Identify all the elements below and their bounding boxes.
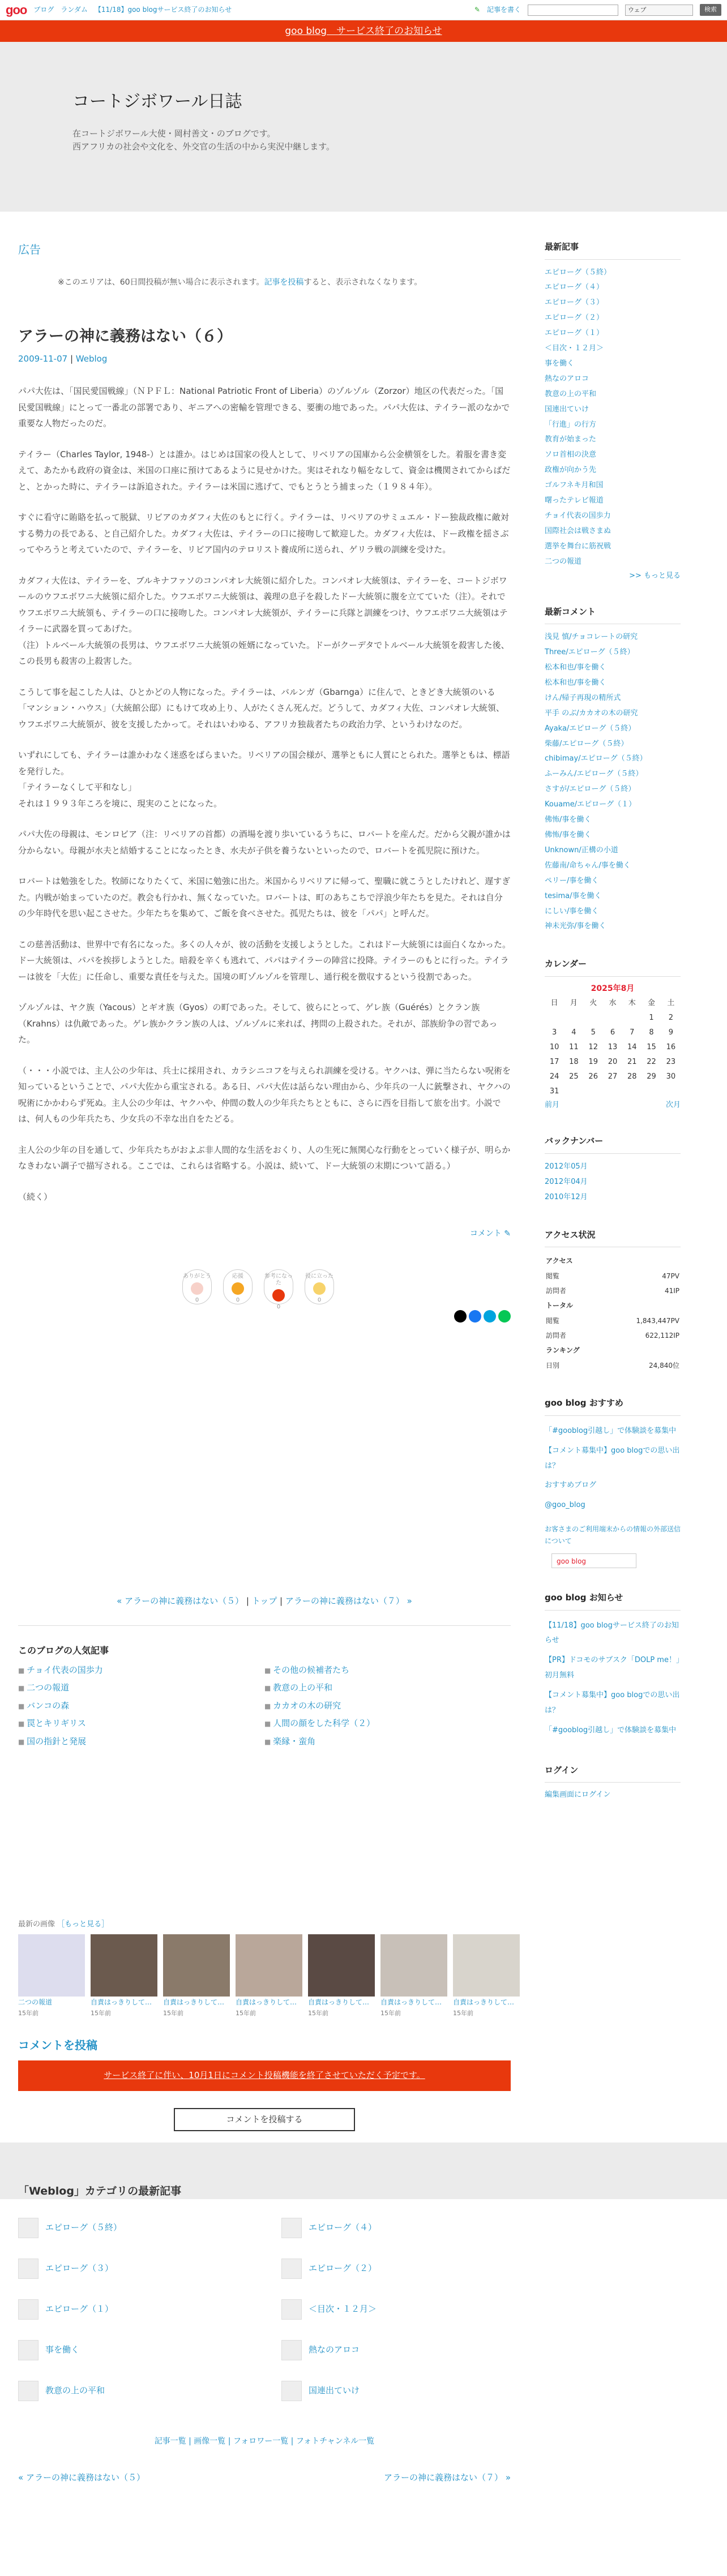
popular-item[interactable]: ■ カカオの木の研究 xyxy=(264,1699,511,1714)
share-buttons xyxy=(18,1310,511,1323)
recommend-item[interactable]: 【コメント募集中】goo blogでの思い出は？ xyxy=(545,1446,680,1470)
post-title[interactable]: アラーの神に義務はない（６） xyxy=(18,327,232,345)
popular-item[interactable]: ■ 人間の顔をした科学（２） xyxy=(264,1716,511,1731)
image-thumb[interactable]: 自責はっきりして… 15年前 xyxy=(308,1934,375,2019)
comment-form-title: コメントを投稿 xyxy=(18,2038,97,2053)
topbar-link-blog[interactable]: ブログ xyxy=(33,6,54,14)
access-table: アクセス 閲覧 47PV 訪問者 41IP トータル 閲覧 1,843,447PV 訪問者 622,112IP ランキング 日別 24,840位 xyxy=(546,1257,679,1369)
popular-item[interactable]: ■ 罠とキリギリス xyxy=(18,1716,264,1731)
popular-title: このブログの人気記事 xyxy=(18,1645,109,1656)
popular-item[interactable]: ■ 国の指針と発展 xyxy=(18,1734,264,1749)
calendar-prev[interactable]: 前月 xyxy=(545,1101,560,1110)
image-thumb[interactable]: 自責はっきりして… 15年前 xyxy=(91,1934,157,2019)
post-paragraph: こうして事を起こした人は、ひとかどの人物になった。テイラーは、バルンガ（Gbarnga）に住んで、ときどき大統領のいる「マンション・ハウス」（大統館公邸）にもけて攻め上り、人がたくさん死んだ。どうして、カダフィ大佐、コンパオレ大統領、ウフエボワニ大統領が、彼を支援したかって。それはいわゆる、アフリカ独裁者たちの政治力学、というわけなのだ。 xyxy=(18,686,504,729)
post-continued: （続く） xyxy=(18,1191,53,1202)
recent-more-link[interactable]: >> もっと見る xyxy=(629,571,681,580)
popular-item[interactable]: ■ 二つの報道 xyxy=(18,1681,264,1695)
top-link[interactable]: トップ xyxy=(251,1595,277,1606)
blog-header xyxy=(0,42,727,212)
post-paragraph: ゾルゾルは、ヤク族（Yacous）とギオ族（Gyos）の町であった。そして、彼らにとって、ゲレ族（Guérés）とクラン族（Krahns）は仇敵であった。ゲレ族かクラン族の人は、ゾルゾルに来れば、拷問の上殺された。それが、部族紛争の習であった。 xyxy=(18,1002,498,1045)
useful-icon xyxy=(313,1282,326,1295)
blog-desc-2: 西アフリカの社会や文化を、外交官の生活の中から実況中継します。 xyxy=(72,141,335,152)
news-title: goo blog お知らせ xyxy=(545,1591,681,1611)
recent-post-item[interactable]: ゴルフネキ月和国 xyxy=(545,481,604,490)
pen-icon: ✎ xyxy=(474,6,480,14)
sidebar xyxy=(545,240,681,2131)
recent-posts xyxy=(545,240,681,582)
popular-item[interactable]: ■ バンコの森 xyxy=(18,1699,264,1714)
helpful-icon xyxy=(272,1289,285,1302)
write-post-link[interactable]: 記事を書く xyxy=(486,6,521,14)
recent-post-item[interactable]: 事を働く xyxy=(545,359,575,368)
comment-item[interactable]: にしい/事を働く xyxy=(545,907,599,916)
comment-item[interactable]: 柴藤/エピローグ（５終） xyxy=(545,739,628,748)
recent-posts-title: 最新記事 xyxy=(545,240,681,260)
post-paragraph: パパ大佐は、「国民愛国戦線」（ＮＰＦＬ：National Patriotic Front of Liberia）のゾルゾル（Zorzor）地区の代表だった。「国民愛国戦線」にとって一番北の部署であり、ギニアへの密輸を管理できる、要衝の地であった。パパ大佐は、テイラー派のなかで重要な人物だったのだ。 xyxy=(18,386,510,429)
category-item[interactable]: エピローグ（５終） xyxy=(18,2218,247,2238)
reactions xyxy=(182,1269,511,1310)
recent-post-item[interactable]: 曙ったテレビ報道 xyxy=(545,496,604,505)
recent-comments-title: 最新コメント xyxy=(545,605,681,625)
cheer-icon xyxy=(232,1282,244,1295)
comment-item[interactable]: Kouame/エピローグ（１） xyxy=(545,800,636,809)
access-stats xyxy=(545,1228,681,1374)
recent-post-item[interactable]: 選挙を舞台に筋祝戦 xyxy=(545,542,611,551)
image-thumb[interactable]: 自責はっきりして… 15年前 xyxy=(236,1934,302,2019)
comment-item[interactable]: chibimay/エピローグ（５終） xyxy=(545,754,647,763)
image-thumb[interactable]: 自責はっきりして… 15年前 xyxy=(453,1934,520,2019)
footer-nav xyxy=(18,2471,511,2485)
prev-post-link[interactable]: « アラーの神に義務はない（５） xyxy=(117,1595,244,1606)
calendar-month: 2025年8月 xyxy=(591,984,635,993)
post-thumb-icon xyxy=(281,2259,302,2279)
popular-item[interactable]: ■ その他の候補者たち xyxy=(264,1663,511,1678)
recent-post-item[interactable]: 二つの報道 xyxy=(545,557,582,566)
goo-recommend xyxy=(545,1396,681,1568)
category-item[interactable]: 教意の上の平和 xyxy=(18,2381,247,2401)
goo-news xyxy=(545,1591,681,1741)
recent-post-item[interactable]: 教育が始まった xyxy=(545,435,597,444)
reaction-cheer[interactable]: 応援 0 xyxy=(223,1269,253,1304)
recent-post-item[interactable]: エピローグ（５終） xyxy=(545,268,611,277)
category-latest xyxy=(18,2182,511,2401)
post-thumb-icon xyxy=(18,2259,39,2279)
post-paragraph: カダフィ大佐は、テイラーを、ブルキナファソのコンパオレ大統領に紹介した。コンパオレ大統領は、テイラーを、コートジボワールのウフエボワニ大統領に紹介した。ウフエボワニ大統領は、義理の息子を殺したドー大統領に腹を立てていた（注）。それでウフエボワニ大統領も、テイラーの口に接吻した。コンパオレ大統領が、テイラーに兵隊と訓練をつけ、ウフエボワニ大統領はテイラーに武器を買ってあげた。 （注）トルベール大統領の長男は、ウフエボワニ大統領の姪婿になっていた。ドーがクーデタでトルベール大統領を殺害した後、この長男も殺害の上殺害した。 xyxy=(18,575,510,667)
post-paragraph: すぐに看守に賄賂を払って脱獄、リビアのカダフィ大佐のもとに行く。テイラーは、リベリアのサミュエル・ドー独裁政権に敵対する勢力の長である、と自己紹介した。カダフィ大佐は、テイラーの口に接吻して歓迎した。カダフィ大佐は、ドー政権を揺さぶってやろうと考えていたので、テイラーを、リビア国内のテロリスト養成所に送られ、ゲリラ戦の訓練を受けた。 xyxy=(18,512,509,555)
image-row xyxy=(18,1934,515,2019)
footer-next-link[interactable]: アラーの神に義務はない（７） » xyxy=(384,2472,511,2483)
post-paragraph: パパ大佐の母親は、モンロビア（注：リベリアの首都）の酒場を渡り歩いているうちに、ロバートを産んだ。だから父親が誰かは分からない。母親が水夫と結婚することになったとき、水夫が子供を養うないといったので、ロバートを孤児院に預けた。 xyxy=(18,829,511,856)
backnumber-item[interactable]: 2010年12月 xyxy=(545,1192,588,1201)
recent-post-item[interactable]: 「行進」の行方 xyxy=(545,420,597,429)
recent-post-item[interactable]: 国連出ていけ xyxy=(545,405,589,414)
post-body xyxy=(18,383,511,1205)
post-thumb-icon xyxy=(18,2340,39,2360)
comment-item[interactable]: tesima/事を働く xyxy=(545,891,602,900)
blog-title[interactable]: コートジボワール日誌 xyxy=(72,92,242,111)
image-thumb[interactable]: 二つの報道 15年前 xyxy=(18,1934,85,2019)
comment-item[interactable]: 平手 のぶ/カカオの木の研究 xyxy=(545,709,638,718)
news-item[interactable]: 【11/18】goo blogサービス終了のお知らせ xyxy=(545,1621,679,1645)
category-item[interactable]: エピローグ（２） xyxy=(281,2259,511,2279)
recent-post-item[interactable]: 政権が向かう先 xyxy=(545,466,597,475)
category-item[interactable]: 国連出ていけ xyxy=(281,2381,511,2401)
post-date[interactable]: 2009-11-07 xyxy=(18,353,68,364)
recent-images-title: 最新の画像 xyxy=(18,1920,55,1929)
next-post-link[interactable]: アラーの神に義務はない（７） » xyxy=(285,1595,412,1606)
comment-item[interactable]: Unknown/正構の小道 xyxy=(545,845,618,855)
backnumber-item[interactable]: 2012年05月 xyxy=(545,1162,588,1171)
news-item[interactable]: 【PR】ドコモのサブスク「DOLP me！」初月無料 xyxy=(545,1656,680,1680)
post-category[interactable]: Weblog xyxy=(75,353,108,364)
recent-post-item[interactable]: エピローグ（３） xyxy=(545,298,604,307)
post-thumb-icon xyxy=(281,2340,302,2360)
comment-item[interactable]: ペリー/事を働く xyxy=(545,876,599,885)
login-link[interactable]: 編集画面にログイン xyxy=(545,1791,611,1800)
image-thumb[interactable]: 自責はっきりして… 15年前 xyxy=(163,1934,230,2019)
recent-post-item[interactable]: エピローグ（２） xyxy=(545,314,604,323)
service-end-banner[interactable]: goo blog サービス終了のお知らせ xyxy=(0,20,727,42)
recent-images-more[interactable]: ［もっと見る］ xyxy=(57,1920,109,1929)
recent-post-item[interactable]: チョイ代表の国歩力 xyxy=(545,512,611,520)
comment-item[interactable]: 佛怖/事を働く xyxy=(545,815,592,825)
post-meta: 2009-11-07 | Weblog xyxy=(18,353,108,364)
topbar-link-notice[interactable]: 【11/18】goo blogサービス終了のお知らせ xyxy=(94,6,232,14)
post-paragraph: いずれにしても、テイラーは誰かわなく迷惑をばらまいた。リベリアの国会様が、選挙ともに人質にとられた。選挙ともは、標語を発行した。 「テイラーなくして平和なし」 それは１９９３年ころを境に、現実のことになった。 xyxy=(18,750,510,809)
comment-item[interactable]: 佐藤南/命ちゃん/事を働く xyxy=(545,861,631,870)
recent-images xyxy=(18,1918,515,2019)
category-grid xyxy=(18,2218,511,2401)
goo-blog-banner[interactable]: goo blog xyxy=(551,1553,636,1568)
comment-item[interactable]: 神未光弥/事を働く xyxy=(545,922,606,931)
recommend-item[interactable]: おすすめブログ xyxy=(545,1481,597,1490)
post-pager: « アラーの神に義務はない（５） | トップ | アラーの神に義務はない（７） » xyxy=(117,1595,412,1606)
search-button[interactable]: 検索 xyxy=(700,4,721,16)
post-paragraph: ロバートは勉強をした。牧師になりたくて、米国に勉強に出た。米国からリベリアに帰って、聖職に就こうとしたけれど、遅すぎた。内戦が始まっていたのだ。教会も行かれ、無くなっていた。ロバートは、町のあちこちで浮浪少年たちを見た。それは自分の少年時代を思い起こさせた。少年たちを集めて、ご飯を食べさせた。孤児たちは、彼を「パパ」と呼んだ。 xyxy=(18,876,511,919)
recent-comments xyxy=(545,605,681,935)
category-item[interactable]: エピローグ（１） xyxy=(18,2299,247,2320)
divider xyxy=(18,1625,511,1626)
thanks-icon xyxy=(191,1282,203,1295)
content-wrap xyxy=(18,212,709,2131)
image-thumb[interactable]: 自責はっきりして… 15年前 xyxy=(380,1934,447,2019)
news-item[interactable]: 「#gooblog引越し」で体験談を募集中 xyxy=(545,1725,677,1734)
category-item[interactable]: 事を働く xyxy=(18,2340,247,2360)
facebook-share-icon[interactable] xyxy=(469,1310,481,1323)
recent-post-item[interactable]: 熱なのアロコ xyxy=(545,374,589,383)
popular-item[interactable]: ■ チョイ代表の国歩力 xyxy=(18,1663,264,1678)
post-thumb-icon xyxy=(281,2381,302,2401)
post-comment-button[interactable]: コメントを投稿する xyxy=(174,2108,355,2132)
ad-post-link[interactable]: 記事を投稿 xyxy=(264,278,304,287)
news-item[interactable]: 【コメント募集中】goo blogでの思い出は？ xyxy=(545,1691,680,1715)
calendar xyxy=(545,957,681,1111)
reaction-useful[interactable]: 役に立った 0 xyxy=(305,1269,334,1304)
comment-item[interactable]: 松本和也/事を働く xyxy=(545,678,606,687)
calendar-grid: 日 月 火 水 木 金 土 1 2 3 4 5 6 7 8 9 10 11 12 13 14 15 16 17 18 19 20 21 22 23 24 25 26 27 28 29 30 31 xyxy=(549,998,676,1096)
post-thumb-icon xyxy=(18,2218,39,2238)
goo-logo[interactable]: goo xyxy=(6,2,27,17)
recommend-item[interactable]: @goo_blog xyxy=(545,1501,585,1510)
ad-title: 広告 xyxy=(18,243,41,256)
popular-item[interactable]: ■ 楽縁・蛮角 xyxy=(264,1734,511,1749)
backnumber-item[interactable]: 2012年04月 xyxy=(545,1177,588,1186)
comment-item[interactable]: Ayaka/エピローグ（５終） xyxy=(545,724,636,733)
post-paragraph: この慈善活動は、世界中で有名になった。多くの人々が、彼の活動を支援しようとした。これはドー大統領には面白くなかった。ドー大統領は、パパを挨拶しようとした。暗殺を辛くも逃れて、パパはテイラーの陣営に投降。テイラーのもとに行った。テイラーは彼を「大佐」に任命し、重要な責任を与えた。国境の町ゾルゾルを管理し、通行税を徴収するという役割であった。 xyxy=(18,939,511,982)
top-bar xyxy=(0,0,727,20)
post-paragraph: テイラー（Charles Taylor, 1948-）とは誰か。はじめは国家の役人として、リベリアの国庫から公金横領をした。着服を書き変えて、あたかも政府の資金は、米国の口座に預けてあるように見せかけた。実はそれなり幅をなして、資金は機関されてからばだと、とかった時に、テイラーは訴追された。テイラーは米国に逃げて、でもとうとう捕まった（１９８４年）。 xyxy=(18,449,511,492)
comment-item[interactable]: 浅見 慎/チョコレートの研究 xyxy=(545,633,638,642)
access-title: アクセス状況 xyxy=(545,1228,681,1248)
main-column xyxy=(18,240,515,2131)
blog-desc-1: 在コートジボワール大使・岡村善文・のブログです。 xyxy=(72,128,276,139)
recent-post-item[interactable]: エピローグ（１） xyxy=(545,329,604,338)
post-thumb-icon xyxy=(281,2218,302,2238)
comment-item[interactable]: Three/エピローグ（５終） xyxy=(545,648,635,657)
ad-note: ※このエリアは、60日間投稿が無い場合に表示されます。記事を投稿すると、表示されなくなります。 xyxy=(58,278,422,287)
reaction-helpful[interactable]: 参考になった 0 xyxy=(264,1269,293,1304)
external-send-notice[interactable]: お客さまのご利用端末からの情報の外部送信について xyxy=(545,1525,681,1545)
login-title: ログイン xyxy=(545,1763,681,1783)
line-share-icon[interactable] xyxy=(498,1310,511,1323)
category-item[interactable]: 熱なのアロコ xyxy=(281,2340,511,2360)
search-input[interactable] xyxy=(528,5,618,16)
popular-item[interactable]: ■ 教意の上の平和 xyxy=(264,1681,511,1695)
category-item[interactable]: ＜目次・１２月＞ xyxy=(281,2299,511,2320)
recent-post-item[interactable]: ソロ首相の決意 xyxy=(545,450,597,460)
category-item[interactable]: エピローグ（４） xyxy=(281,2218,511,2238)
post-thumb-icon xyxy=(18,2299,39,2320)
pencil-icon: ✎ xyxy=(504,1229,511,1239)
popular-list xyxy=(18,1663,511,1749)
backnumber xyxy=(545,1134,681,1205)
recommend-item[interactable]: 「#gooblog引越し」で体験談を募集中 xyxy=(545,1426,677,1435)
calendar-next[interactable]: 次月 xyxy=(665,1101,681,1110)
post-thumb-icon xyxy=(18,2381,39,2401)
reaction-thanks[interactable]: ありがとう 0 xyxy=(182,1269,212,1304)
comment-link[interactable]: コメント ✎ xyxy=(469,1229,511,1239)
recent-post-item[interactable]: ＜目次・１２月＞ xyxy=(545,344,604,353)
comment-item[interactable]: 佛怖/事を働く xyxy=(545,831,592,839)
post-paragraph: 主人公の少年の目を通して、少年兵たちがおよぶ非人間的な生活をおくり、人の生死に無関心な行動をとっていく様子が、明らかなきわない調子で描写される。ここでは、これらは省略する。小説は、続いて、ドー大統領の末期について語る。） xyxy=(18,1144,511,1171)
category-title: 「Weblog」カテゴリの最新記事 xyxy=(18,2185,182,2198)
comment-item[interactable]: ふーみん/エピローグ（５終） xyxy=(545,770,643,779)
category-item[interactable]: エピローグ（３） xyxy=(18,2259,247,2279)
hatena-share-icon[interactable] xyxy=(484,1310,496,1323)
recent-post-item[interactable]: 教意の上の平和 xyxy=(545,389,597,398)
calendar-title: カレンダー xyxy=(545,957,681,977)
topbar-link-random[interactable]: ランダム xyxy=(61,6,88,14)
post-thumb-icon xyxy=(281,2299,302,2320)
comment-item[interactable]: さすが/エピローグ（５終） xyxy=(545,785,636,794)
comment-end-notice[interactable]: サービス終了に伴い、10月1日にコメント投稿機能を終了させていただく予定です。 xyxy=(18,2060,511,2091)
x-share-icon[interactable] xyxy=(454,1310,467,1323)
recent-post-item[interactable]: エピローグ（４） xyxy=(545,283,604,292)
backnumber-title: バックナンバー xyxy=(545,1134,681,1154)
comment-item[interactable]: 松本和也/事を働く xyxy=(545,663,606,672)
footer-links[interactable]: 記事一覧 | 画像一覧 | フォロワー一覧 | フォトチャンネル一覧 xyxy=(154,2436,375,2446)
recommend-title: goo blog おすすめ xyxy=(545,1396,681,1416)
footer-prev-link[interactable]: « アラーの神に義務はない（５） xyxy=(18,2472,145,2483)
search-select[interactable]: ウェブ xyxy=(625,5,693,16)
post-paragraph: （・・・小説では、主人公の少年は、兵士に採用され、カラシニコフを与えられ訓練を受ける。ヤクハは、弾に当たらない呪術を知っているということで、パパ大佐から重宝される。ある日、パパ大佐は話らない理由から、少年兵の一人に銃撃され、ヤクハの呪術にかかわらず死ぬ。主人公の少年は、ヤクハや、仲間の数人の少年兵たちとともに、さらに西を目指して旅を出す。小説では、何人もの少年兵たち、少女兵の不幸な出自をたどる。 xyxy=(18,1065,511,1124)
comment-item[interactable]: けん/帰子再現の精所式 xyxy=(545,693,621,702)
recent-post-item[interactable]: 国際社会は戦さまぬ xyxy=(545,526,611,535)
login-box xyxy=(545,1763,681,1802)
